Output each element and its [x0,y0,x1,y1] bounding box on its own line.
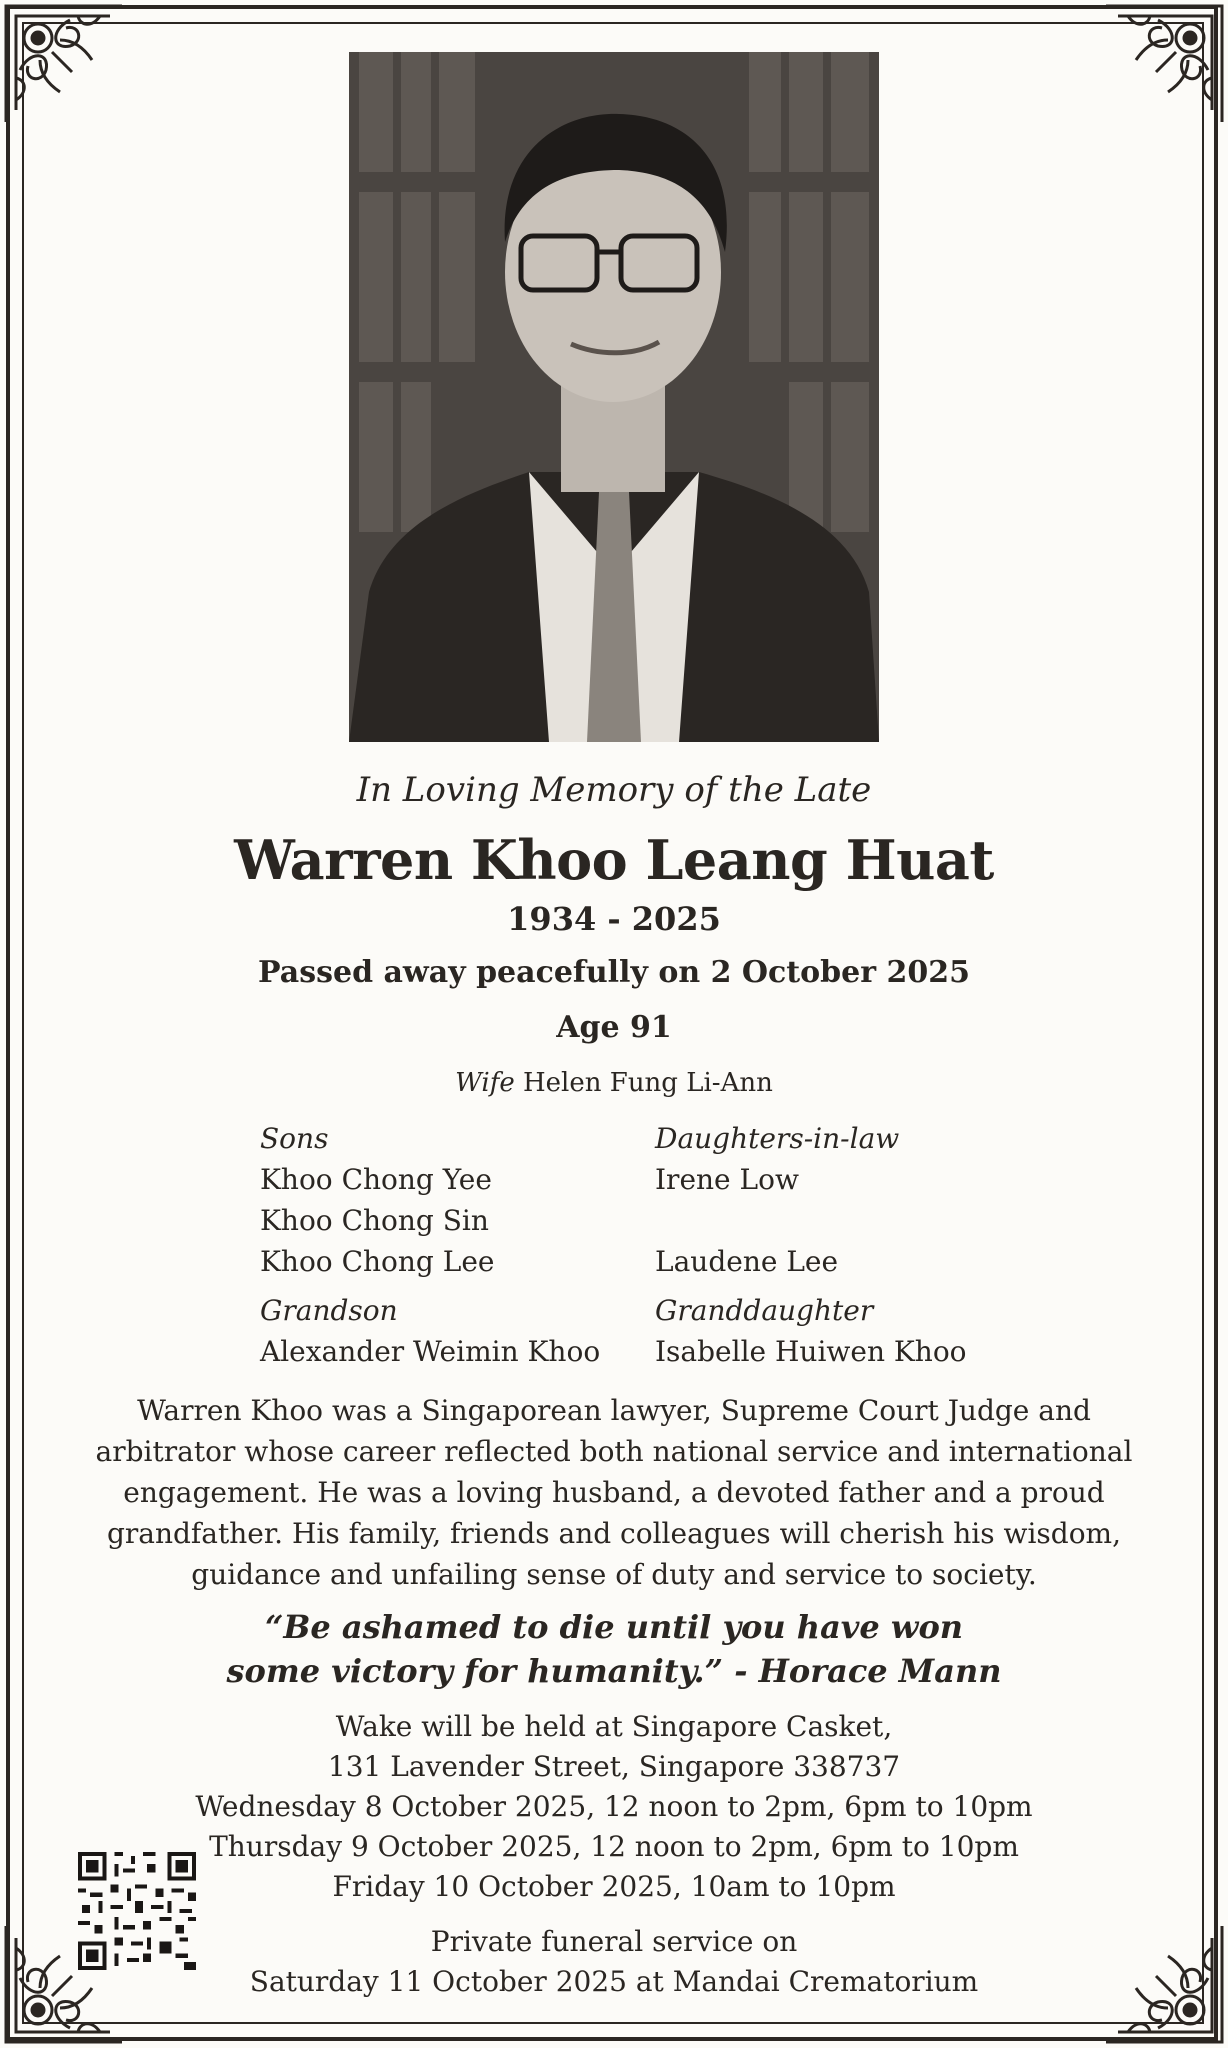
daughter-in-law-name [655,1200,899,1241]
portrait-photo [349,52,879,742]
funeral-line: Saturday 11 October 2025 at Mandai Crematorium [249,1965,979,1998]
biography [60,1390,1168,1595]
wake-line: Thursday 9 October 2025, 12 noon to 2pm, 6pm to 10pm [209,1830,1019,1863]
grandson-heading: Grandson [260,1294,398,1327]
wake-line: Wednesday 8 October 2025, 12 noon to 2pm, 6pm to 10pm [195,1790,1033,1823]
granddaughter-heading: Granddaughter [655,1294,874,1327]
granddaughter-block [655,1290,967,1372]
daughter-in-law-name: Irene Low [655,1163,799,1196]
quote-line: some victory for humanity.” - Horace Mann [226,1652,1002,1690]
sons-heading: Sons [260,1122,329,1155]
wake-line: 131 Lavender Street, Singapore 338737 [327,1750,901,1783]
granddaughter-name: Isabelle Huiwen Khoo [655,1335,967,1368]
son-name: Khoo Chong Sin [260,1204,489,1237]
age-line: Age 91 [556,1010,672,1045]
wife-line [0,1068,1228,1098]
quote [0,1605,1228,1693]
grandson-block [260,1290,600,1372]
life-years: 1934 - 2025 [507,900,721,938]
son-name: Khoo Chong Lee [260,1245,495,1278]
passed-away-line: Passed away peacefully on 2 October 2025 [258,955,970,990]
wake-line: Friday 10 October 2025, 10am to 10pm [332,1870,896,1903]
daughter-in-law-name: Laudene Lee [655,1245,839,1278]
sons-list [260,1118,494,1282]
bio-line: guidance and unfailing sense of duty and service to society. [191,1558,1037,1591]
wake-line: Wake will be held at Singapore Casket, [335,1710,893,1743]
ornament-corner-icon [1100,0,1228,128]
wife-name: Helen Fung Li-Ann [523,1068,773,1098]
ornament-corner-icon [0,0,128,128]
grandson-name: Alexander Weimin Khoo [260,1335,601,1368]
son-name: Khoo Chong Yee [260,1163,492,1196]
quote-line: “Be ashamed to die until you have won [264,1608,964,1646]
daughters-in-law-heading: Daughters-in-law [655,1122,900,1155]
bio-line: arbitrator whose career reflected both national service and international [95,1435,1133,1468]
deceased-name: Warren Khoo Leang Huat [234,828,994,892]
qr-code-icon[interactable] [78,1852,196,1970]
bio-line: grandfather. His family, friends and colleagues will cherish his wisdom, [106,1517,1122,1550]
bio-line: engagement. He was a loving husband, a devoted father and a proud [123,1476,1105,1509]
bio-line: Warren Khoo was a Singaporean lawyer, Supreme Court Judge and [137,1394,1091,1427]
wife-label: Wife [455,1068,515,1098]
intro-line: In Loving Memory of the Late [356,770,872,810]
daughters-in-law-list [655,1118,899,1282]
funeral-line: Private funeral service on [430,1925,798,1958]
